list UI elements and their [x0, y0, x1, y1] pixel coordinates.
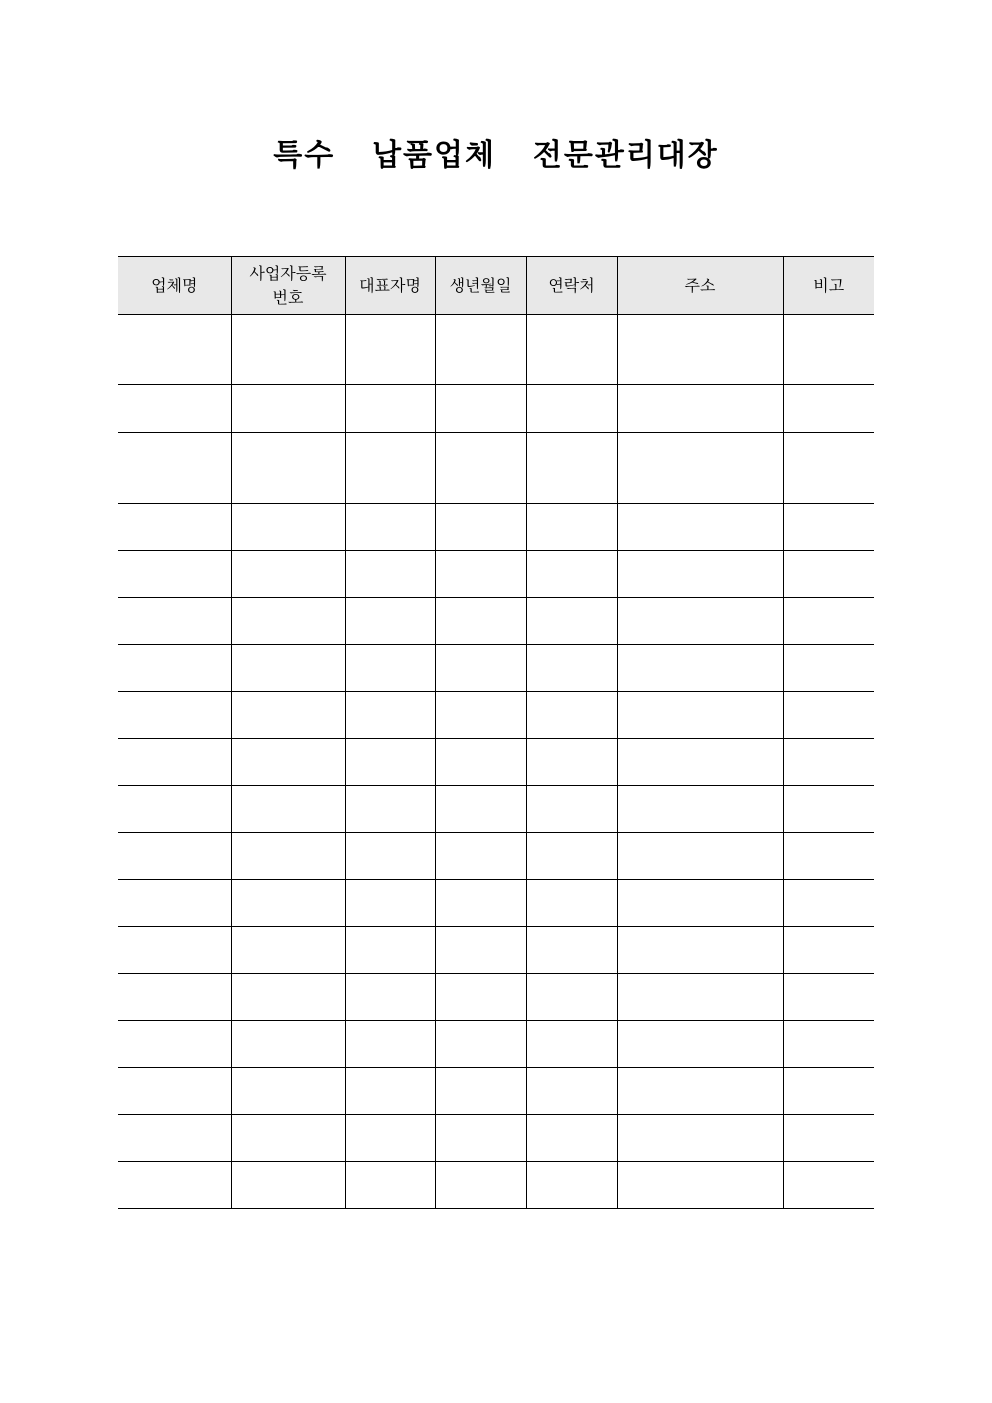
table-cell[interactable]	[526, 433, 617, 504]
header-label: 업체명	[151, 275, 198, 295]
table-cell[interactable]	[617, 974, 783, 1021]
table-cell[interactable]	[435, 692, 526, 739]
table-row	[118, 1115, 874, 1162]
table-cell[interactable]	[526, 504, 617, 551]
table-cell[interactable]	[345, 1068, 435, 1115]
table-cell[interactable]	[783, 1021, 874, 1068]
table-cell[interactable]	[526, 739, 617, 786]
table-cell[interactable]	[783, 551, 874, 598]
table-cell[interactable]	[231, 1162, 345, 1209]
table-cell[interactable]	[118, 1115, 231, 1162]
table-row	[118, 385, 874, 433]
column-header-address	[617, 257, 783, 315]
table-cell[interactable]	[617, 1115, 783, 1162]
column-header-contact	[526, 257, 617, 315]
table-cell[interactable]	[345, 974, 435, 1021]
table-cell[interactable]	[118, 385, 231, 433]
table-cell[interactable]	[526, 598, 617, 645]
table-cell[interactable]	[783, 739, 874, 786]
table-cell[interactable]	[231, 786, 345, 833]
table-row	[118, 786, 874, 833]
table-cell[interactable]	[526, 645, 617, 692]
table-cell[interactable]	[231, 1021, 345, 1068]
table-cell[interactable]	[617, 880, 783, 927]
table-cell[interactable]	[345, 315, 435, 385]
table-cell[interactable]	[118, 315, 231, 385]
table-cell[interactable]	[435, 315, 526, 385]
table-cell[interactable]	[783, 880, 874, 927]
table-cell[interactable]	[617, 645, 783, 692]
table-cell[interactable]	[783, 504, 874, 551]
table-cell[interactable]	[783, 927, 874, 974]
table-body	[118, 315, 874, 1209]
table-cell[interactable]	[617, 315, 783, 385]
table-row	[118, 1162, 874, 1209]
table-cell[interactable]	[526, 786, 617, 833]
table-cell[interactable]	[231, 433, 345, 504]
table-cell[interactable]	[617, 927, 783, 974]
table-cell[interactable]	[783, 433, 874, 504]
table-cell[interactable]	[783, 1115, 874, 1162]
table-cell[interactable]	[783, 786, 874, 833]
table-cell[interactable]	[526, 1162, 617, 1209]
table-cell[interactable]	[118, 739, 231, 786]
header-label: 주소	[684, 275, 716, 295]
page-title: 특수 납품업체 전문관리대장	[273, 138, 719, 173]
table-cell[interactable]	[526, 1021, 617, 1068]
table-cell[interactable]	[345, 504, 435, 551]
table-cell[interactable]	[526, 927, 617, 974]
table-cell[interactable]	[617, 1021, 783, 1068]
table-cell[interactable]	[526, 551, 617, 598]
table-cell[interactable]	[435, 739, 526, 786]
table-cell[interactable]	[435, 598, 526, 645]
table-cell[interactable]	[617, 1068, 783, 1115]
table-cell[interactable]	[617, 786, 783, 833]
table-cell[interactable]	[118, 504, 231, 551]
table-cell[interactable]	[345, 645, 435, 692]
table-cell[interactable]	[435, 1021, 526, 1068]
table-cell[interactable]	[231, 833, 345, 880]
table-cell[interactable]	[345, 786, 435, 833]
table-cell[interactable]	[783, 645, 874, 692]
table-row	[118, 504, 874, 551]
table-cell[interactable]	[526, 974, 617, 1021]
table-cell[interactable]	[345, 1162, 435, 1209]
table-cell[interactable]	[435, 1115, 526, 1162]
ledger-table	[118, 256, 874, 1209]
table-cell[interactable]	[345, 833, 435, 880]
table-cell[interactable]	[345, 1115, 435, 1162]
table-cell[interactable]	[435, 645, 526, 692]
table-cell[interactable]	[345, 598, 435, 645]
table-cell[interactable]	[118, 880, 231, 927]
table-cell[interactable]	[526, 315, 617, 385]
table-cell[interactable]	[118, 692, 231, 739]
table-cell[interactable]	[435, 1068, 526, 1115]
table-cell[interactable]	[617, 598, 783, 645]
table-cell[interactable]	[617, 739, 783, 786]
table-cell[interactable]	[435, 433, 526, 504]
table-cell[interactable]	[617, 551, 783, 598]
table-cell[interactable]	[617, 385, 783, 433]
table-cell[interactable]	[118, 551, 231, 598]
table-cell[interactable]	[231, 1068, 345, 1115]
table-header-row	[118, 257, 874, 315]
table-cell[interactable]	[231, 927, 345, 974]
header-label: 연락처	[548, 275, 595, 295]
table-cell[interactable]	[435, 551, 526, 598]
table-cell[interactable]	[783, 598, 874, 645]
table-cell[interactable]	[783, 1068, 874, 1115]
header-label-line2: 번호	[272, 287, 304, 307]
table-row	[118, 927, 874, 974]
table-cell[interactable]	[118, 927, 231, 974]
table-cell[interactable]	[231, 504, 345, 551]
table-cell[interactable]	[118, 598, 231, 645]
table-row	[118, 1068, 874, 1115]
table-cell[interactable]	[783, 1162, 874, 1209]
table-row	[118, 974, 874, 1021]
table-cell[interactable]	[345, 385, 435, 433]
header-label: 사업자등록	[249, 263, 327, 283]
table-cell[interactable]	[435, 786, 526, 833]
table-cell[interactable]	[526, 385, 617, 433]
table-cell[interactable]	[118, 974, 231, 1021]
column-header-business-reg-number	[231, 257, 345, 315]
table-cell[interactable]	[231, 598, 345, 645]
table-cell[interactable]	[231, 1115, 345, 1162]
table-cell[interactable]	[435, 1162, 526, 1209]
header-label: 비고	[813, 275, 845, 295]
table-cell[interactable]	[231, 315, 345, 385]
header-label: 생년월일	[449, 275, 512, 295]
table-cell[interactable]	[345, 692, 435, 739]
table-cell[interactable]	[231, 739, 345, 786]
table-cell[interactable]	[783, 974, 874, 1021]
table-row	[118, 315, 874, 385]
table-cell[interactable]	[617, 692, 783, 739]
table-cell[interactable]	[118, 1021, 231, 1068]
table-cell[interactable]	[118, 433, 231, 504]
table-cell[interactable]	[435, 833, 526, 880]
table-cell[interactable]	[118, 645, 231, 692]
table-row	[118, 692, 874, 739]
table-cell[interactable]	[231, 551, 345, 598]
column-header-remarks	[783, 257, 874, 315]
table-cell[interactable]	[783, 315, 874, 385]
table-cell[interactable]	[435, 880, 526, 927]
table-cell[interactable]	[345, 739, 435, 786]
table-cell[interactable]	[783, 385, 874, 433]
column-header-birth-date	[435, 257, 526, 315]
table-row	[118, 598, 874, 645]
table-cell[interactable]	[231, 974, 345, 1021]
table-cell[interactable]	[345, 433, 435, 504]
table-cell[interactable]	[231, 692, 345, 739]
table-row	[118, 833, 874, 880]
table-cell[interactable]	[435, 927, 526, 974]
table-cell[interactable]	[118, 1162, 231, 1209]
header-label: 대표자명	[359, 275, 421, 295]
table-cell[interactable]	[526, 1068, 617, 1115]
table-row	[118, 739, 874, 786]
table-cell[interactable]	[345, 1021, 435, 1068]
table-row	[118, 433, 874, 504]
column-header-representative	[345, 257, 435, 315]
table-cell[interactable]	[435, 504, 526, 551]
table-row	[118, 551, 874, 598]
table-cell[interactable]	[617, 1162, 783, 1209]
table-row	[118, 645, 874, 692]
table-cell[interactable]	[617, 504, 783, 551]
table-cell[interactable]	[118, 786, 231, 833]
table-cell[interactable]	[783, 692, 874, 739]
table-cell[interactable]	[435, 385, 526, 433]
table-row	[118, 1021, 874, 1068]
table-cell[interactable]	[118, 1068, 231, 1115]
table-cell[interactable]	[118, 833, 231, 880]
table-cell[interactable]	[617, 833, 783, 880]
table-cell[interactable]	[526, 880, 617, 927]
table-cell[interactable]	[345, 927, 435, 974]
table-cell[interactable]	[231, 385, 345, 433]
table-cell[interactable]	[345, 880, 435, 927]
table-row	[118, 880, 874, 927]
table-cell[interactable]	[345, 551, 435, 598]
table-cell[interactable]	[231, 645, 345, 692]
table-cell[interactable]	[526, 692, 617, 739]
table-cell[interactable]	[231, 880, 345, 927]
column-header-company-name	[118, 257, 231, 315]
table-cell[interactable]	[526, 1115, 617, 1162]
table-cell[interactable]	[617, 433, 783, 504]
table-cell[interactable]	[783, 833, 874, 880]
table-cell[interactable]	[435, 974, 526, 1021]
table-cell[interactable]	[526, 833, 617, 880]
